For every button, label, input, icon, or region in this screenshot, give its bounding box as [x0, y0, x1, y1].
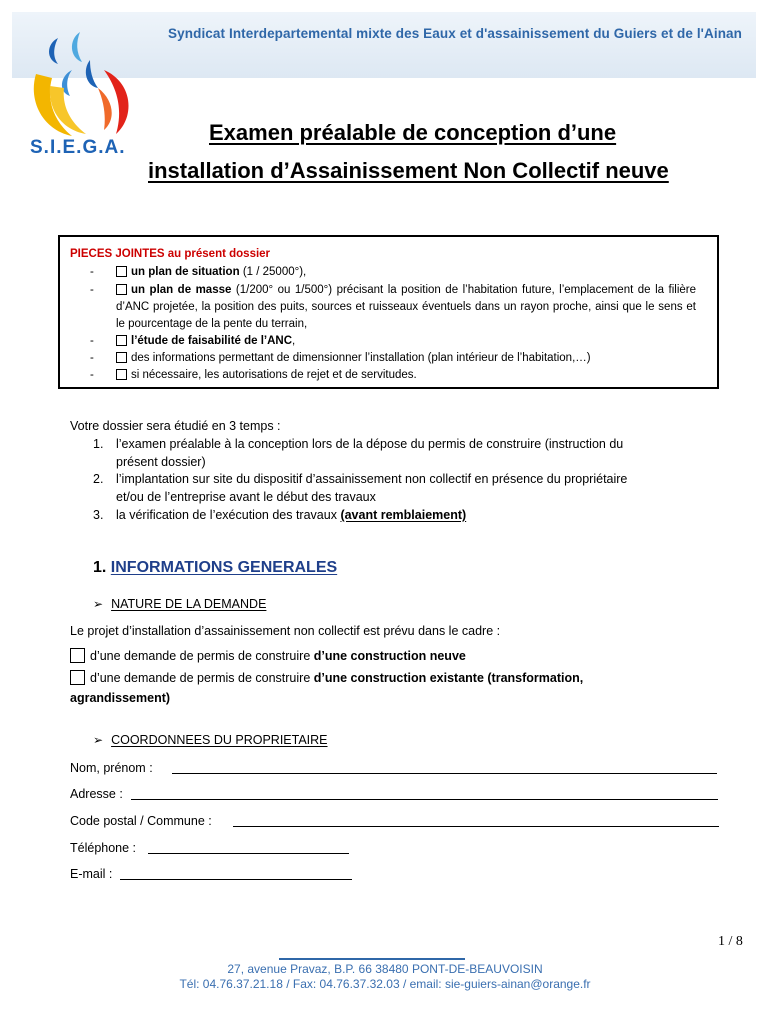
checkbox[interactable]: [116, 369, 127, 380]
owner-heading: ➢ COORDONNEES DU PROPRIETAIRE: [93, 733, 328, 747]
section-title: 1. INFORMATIONS GENERALES: [93, 559, 338, 576]
option-new-construction: d’une demande de permis de construire d’une construction neuve: [70, 648, 466, 665]
footer-address: 27, avenue Pravaz, B.P. 66 38480 PONT-DE-BEAUVOISIN: [227, 962, 543, 976]
document-title-line2: installation d’Assainissement Non Collectif neuve: [148, 158, 669, 183]
footer-contact: Tél: 04.76.37.21.18 / Fax: 04.76.37.32.03 / email: sie-guiers-ainan@orange.fr: [179, 977, 591, 991]
postal-label: Code postal / Commune :: [70, 814, 212, 828]
process-intro: Votre dossier sera étudié en 3 temps :: [70, 419, 281, 433]
step-number: 1.: [93, 437, 104, 451]
document-title-line1: Examen préalable de conception d’une: [209, 120, 617, 145]
attachments-heading: PIECES JOINTES au présent dossier: [70, 248, 271, 260]
address-field[interactable]: [131, 799, 718, 800]
banner-text: Syndicat Interdepartemental mixte des Eaux et d'assainissement du Guiers et de l'Ainan: [168, 26, 742, 41]
arrow-bullet-icon: ➢: [93, 597, 104, 611]
checkbox[interactable]: [116, 335, 127, 346]
phone-field[interactable]: [148, 853, 349, 854]
phone-label: Téléphone :: [70, 841, 137, 855]
address-label: Adresse :: [70, 787, 123, 801]
postal-field[interactable]: [233, 826, 719, 827]
nature-heading: ➢ NATURE DE LA DEMANDE: [93, 597, 267, 611]
footer-divider: [279, 958, 465, 960]
checkbox[interactable]: [116, 284, 127, 295]
step-text: l’examen préalable à la conception lors de la dépose du permis de construire (instruction du: [116, 437, 624, 451]
step-text: et/ou de l’entreprise avant le début des travaux: [116, 490, 376, 504]
arrow-bullet-icon: ➢: [93, 733, 104, 747]
step-text: la vérification de l’exécution des travaux (avant remblaiement): [116, 508, 467, 522]
page-number: 1 / 8: [718, 934, 743, 949]
logo-text: S.I.E.G.A.: [30, 137, 126, 158]
name-label: Nom, prénom :: [70, 761, 153, 775]
checkbox[interactable]: [116, 266, 127, 277]
email-field[interactable]: [120, 879, 352, 880]
nature-intro: Le projet d’installation d’assainissement non collectif est prévu dans le cadre :: [70, 624, 501, 638]
option-existing-construction: d’une demande de permis de construire d’une construction existante (transformation,: [70, 670, 583, 687]
checkbox-existing-construction[interactable]: [70, 670, 85, 685]
option-existing-construction-cont: agrandissement): [70, 691, 171, 705]
step-number: 2.: [93, 472, 104, 486]
checkbox[interactable]: [116, 352, 127, 363]
email-label: E-mail :: [70, 867, 113, 881]
name-field[interactable]: [172, 773, 717, 774]
step-number: 3.: [93, 508, 104, 522]
step-text: présent dossier): [116, 455, 206, 469]
step-text: l’implantation sur site du dispositif d’assainissement non collectif en présence du propriétaire: [116, 472, 628, 486]
checkbox-new-construction[interactable]: [70, 648, 85, 663]
